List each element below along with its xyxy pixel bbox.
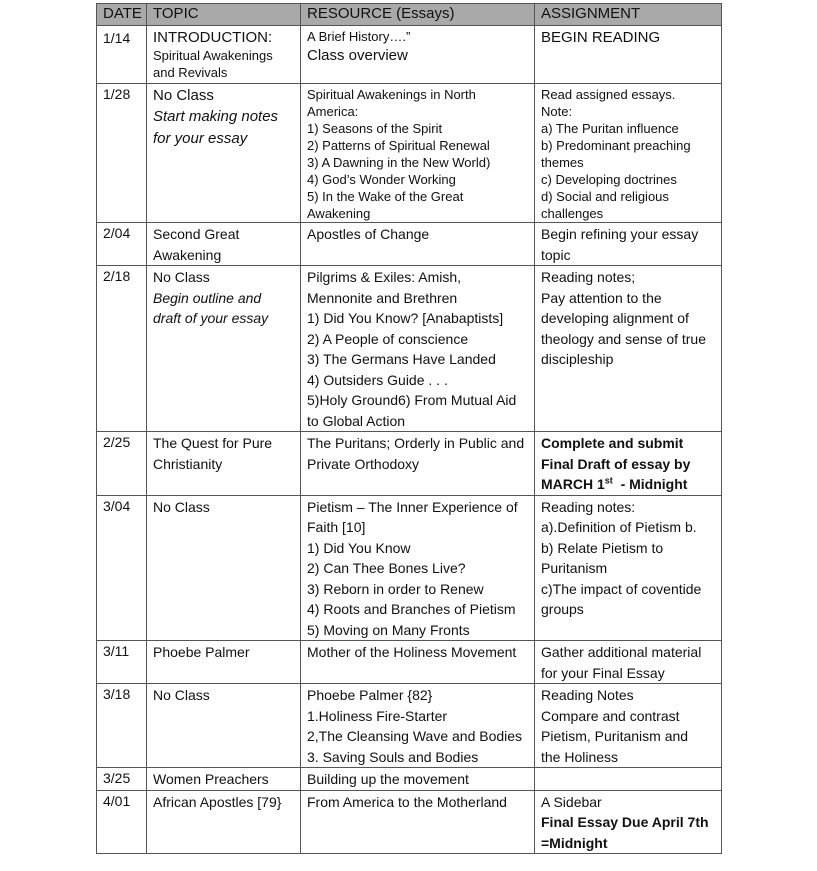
date-cell: 3/18 bbox=[97, 684, 147, 768]
header-row bbox=[97, 4, 722, 26]
deadline-line bbox=[541, 474, 715, 495]
resource-line: 2,The Cleansing Wave and Bodies bbox=[307, 728, 523, 744]
assignment-line: Final Essay Due April 7th bbox=[541, 814, 709, 830]
assignment-line: BEGIN READING bbox=[541, 29, 661, 46]
resource-line: to Global Action bbox=[307, 412, 406, 429]
resource-line: Faith [10] bbox=[307, 519, 366, 535]
resource-cell bbox=[301, 641, 535, 684]
topic-cell bbox=[147, 223, 301, 266]
assignment-line: Reading Notes bbox=[541, 687, 634, 703]
resource-line: 3) Reborn in order to Renew bbox=[307, 580, 484, 597]
topic-line: Phoebe Palmer bbox=[153, 644, 250, 660]
assignment-cell bbox=[535, 790, 722, 854]
course-schedule-table bbox=[96, 3, 722, 854]
table-row bbox=[97, 790, 722, 854]
resource-line: The Puritans; Orderly in Public and bbox=[307, 435, 525, 451]
topic-line: and Revivals bbox=[153, 65, 228, 80]
table-row bbox=[97, 684, 722, 768]
resource-line: Pilgrims & Exiles: Amish, bbox=[307, 269, 462, 285]
resource-line: Spiritual Awakenings in North bbox=[307, 87, 476, 102]
resource-cell bbox=[301, 495, 535, 641]
assignment-line: challenges bbox=[541, 206, 604, 221]
topic-line: No Class bbox=[153, 269, 210, 285]
resource-cell bbox=[301, 84, 535, 223]
resource-line: Phoebe Palmer {82} bbox=[307, 687, 433, 703]
resource-cell bbox=[301, 790, 535, 854]
assignment-cell bbox=[535, 768, 722, 791]
resource-line: 4) Roots and Branches of Pietism bbox=[307, 601, 516, 617]
resource-cell bbox=[301, 768, 535, 791]
resource-line: 2) Patterns of Spiritual Renewal bbox=[307, 138, 490, 153]
table-row bbox=[97, 26, 722, 84]
date-cell: 4/01 bbox=[97, 790, 147, 854]
assignment-line: d) Social and religious bbox=[541, 189, 669, 204]
table-row bbox=[97, 432, 722, 496]
resource-line: 2) Can Thee Bones Live? bbox=[307, 560, 466, 576]
resource-line: Class overview bbox=[307, 47, 408, 64]
assignment-cell bbox=[535, 495, 722, 641]
topic-note-line: Begin outline and bbox=[153, 289, 262, 306]
assignment-cell bbox=[535, 684, 722, 768]
topic-cell bbox=[147, 495, 301, 641]
date-cell: 2/18 bbox=[97, 266, 147, 432]
resource-line: 5) Moving on Many Fronts bbox=[307, 621, 470, 638]
topic-line: African Apostles [79} bbox=[153, 793, 282, 810]
assignment-line: Pietism, Puritanism and bbox=[541, 728, 689, 744]
topic-line: INTRODUCTION: bbox=[153, 29, 273, 46]
assignment-cell bbox=[535, 223, 722, 266]
resource-line: 3) A Dawning in the New World) bbox=[307, 155, 491, 170]
assignment-line: Pay attention to the bbox=[541, 289, 662, 306]
assignment-cell bbox=[535, 432, 722, 496]
topic-cell bbox=[147, 84, 301, 223]
assignment-line: Begin refining your essay bbox=[541, 226, 699, 242]
topic-line: Christianity bbox=[153, 455, 223, 472]
assignment-cell bbox=[535, 266, 722, 432]
resource-line: Awakening bbox=[307, 206, 371, 221]
resource-line: Private Orthodoxy bbox=[307, 455, 420, 472]
topic-cell bbox=[147, 641, 301, 684]
assignment-line: c)The impact of coventide bbox=[541, 580, 702, 597]
deadline-text: MARCH 1 bbox=[541, 476, 605, 492]
resource-line: America: bbox=[307, 104, 359, 119]
resource-cell bbox=[301, 266, 535, 432]
resource-line: 4) God’s Wonder Working bbox=[307, 172, 456, 187]
resource-line: 2) A People of conscience bbox=[307, 330, 469, 347]
header-topic: TOPIC bbox=[147, 4, 301, 26]
topic-cell bbox=[147, 432, 301, 496]
assignment-line: b) Predominant preaching bbox=[541, 138, 691, 153]
resource-cell bbox=[301, 26, 535, 84]
resource-line: Mennonite and Brethren bbox=[307, 289, 458, 306]
header-date: DATE bbox=[97, 4, 147, 26]
date-cell: 3/04 bbox=[97, 495, 147, 641]
assignment-line: Read assigned essays. bbox=[541, 87, 676, 102]
topic-line: No Class bbox=[153, 498, 210, 515]
topic-note-line: draft of your essay bbox=[153, 310, 269, 326]
assignment-line: for your Final Essay bbox=[541, 664, 665, 681]
date-cell: 1/14 bbox=[97, 26, 147, 84]
table-row bbox=[97, 84, 722, 223]
table-row bbox=[97, 223, 722, 266]
topic-cell bbox=[147, 768, 301, 791]
topic-line: Awakening bbox=[153, 246, 222, 263]
resource-line: Pietism – The Inner Experience of bbox=[307, 498, 518, 515]
assignment-cell bbox=[535, 26, 722, 84]
assignment-line: a).Definition of Pietism b. bbox=[541, 519, 697, 535]
assignment-line: Puritanism bbox=[541, 560, 608, 576]
topic-line: The Quest for Pure bbox=[153, 435, 273, 451]
resource-line: 5)Holy Ground6) From Mutual Aid bbox=[307, 392, 517, 408]
topic-line: No Class bbox=[153, 87, 214, 104]
assignment-line: topic bbox=[541, 246, 571, 263]
resource-cell bbox=[301, 432, 535, 496]
topic-cell bbox=[147, 26, 301, 84]
assignment-cell bbox=[535, 641, 722, 684]
topic-line: Second Great bbox=[153, 226, 240, 242]
assignment-line: Final Draft of essay by bbox=[541, 455, 691, 472]
assignment-line: discipleship bbox=[541, 351, 614, 367]
resource-line: 5) In the Wake of the Great bbox=[307, 189, 464, 204]
date-cell: 3/25 bbox=[97, 768, 147, 791]
assignment-line: theology and sense of true bbox=[541, 330, 707, 347]
deadline-ordinal: st bbox=[604, 475, 613, 486]
resource-line: Mother of the Holiness Movement bbox=[307, 644, 517, 660]
topic-line: No Class bbox=[153, 687, 210, 703]
date-cell: 3/11 bbox=[97, 641, 147, 684]
assignment-line: c) Developing doctrines bbox=[541, 172, 677, 187]
topic-line: Women Preachers bbox=[153, 771, 269, 787]
date-cell: 1/28 bbox=[97, 84, 147, 223]
resource-line: 1) Seasons of the Spirit bbox=[307, 121, 443, 136]
resource-cell bbox=[301, 684, 535, 768]
resource-line: 1) Did You Know bbox=[307, 539, 411, 556]
resource-cell bbox=[301, 223, 535, 266]
assignment-line: b) Relate Pietism to bbox=[541, 539, 664, 556]
assignment-line: Gather additional material bbox=[541, 644, 702, 660]
table-row bbox=[97, 768, 722, 791]
assignment-line: Complete and submit bbox=[541, 435, 684, 451]
table-row bbox=[97, 495, 722, 641]
resource-line: 3) The Germans Have Landed bbox=[307, 351, 496, 367]
assignment-line: Note: bbox=[541, 104, 573, 119]
topic-line: Spiritual Awakenings bbox=[153, 48, 273, 63]
topic-cell bbox=[147, 266, 301, 432]
resource-line: 1.Holiness Fire-Starter bbox=[307, 707, 448, 724]
date-cell: 2/04 bbox=[97, 223, 147, 266]
table-row bbox=[97, 641, 722, 684]
assignment-cell bbox=[535, 84, 722, 223]
assignment-line: A Sidebar bbox=[541, 793, 602, 810]
deadline-time: - Midnight bbox=[612, 476, 688, 492]
resource-line: 1) Did You Know? [Anabaptists] bbox=[307, 310, 504, 326]
table-header bbox=[97, 4, 722, 26]
resource-line: 4) Outsiders Guide . . . bbox=[307, 371, 448, 388]
assignment-line: =Midnight bbox=[541, 834, 608, 851]
assignment-line: Reading notes: bbox=[541, 498, 636, 515]
resource-line: 3. Saving Souls and Bodies bbox=[307, 748, 479, 765]
resource-line: Apostles of Change bbox=[307, 226, 430, 242]
assignment-line: a) The Puritan influence bbox=[541, 121, 679, 136]
topic-cell bbox=[147, 684, 301, 768]
date-cell: 2/25 bbox=[97, 432, 147, 496]
topic-note-line: Start making notes bbox=[153, 108, 279, 125]
resource-line: Building up the movement bbox=[307, 771, 469, 787]
table-row bbox=[97, 266, 722, 432]
resource-line: A Brief History….” bbox=[307, 29, 411, 44]
assignment-line: Reading notes; bbox=[541, 269, 636, 285]
header-assignment: ASSIGNMENT bbox=[535, 4, 722, 26]
resource-line: From America to the Motherland bbox=[307, 793, 507, 810]
topic-note-line: for your essay bbox=[153, 130, 248, 147]
header-resource: RESOURCE (Essays) bbox=[301, 4, 535, 26]
assignment-line: developing alignment of bbox=[541, 310, 689, 326]
topic-cell bbox=[147, 790, 301, 854]
assignment-line: the Holiness bbox=[541, 748, 619, 765]
assignment-line: themes bbox=[541, 155, 584, 170]
assignment-line: groups bbox=[541, 601, 584, 617]
assignment-line: Compare and contrast bbox=[541, 707, 680, 724]
